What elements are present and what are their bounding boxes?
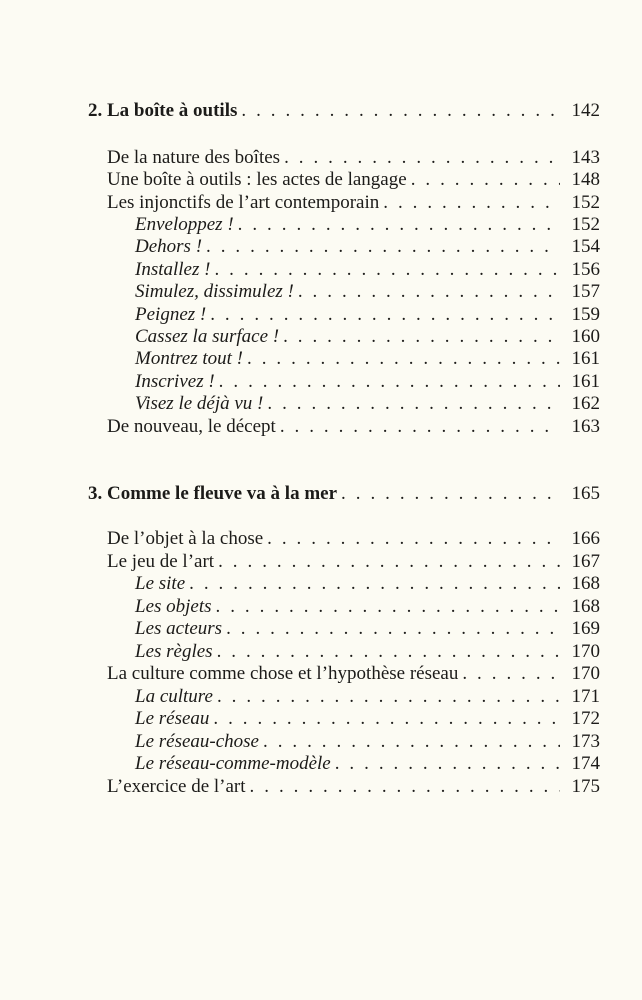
toc-subentry	[135, 730, 600, 753]
chapter-title	[88, 99, 237, 122]
toc-subentry	[135, 685, 600, 708]
subentry-title: Les objets	[135, 596, 212, 617]
subentry-title: Montrez tout !	[135, 348, 244, 369]
page-number: 163	[571, 416, 600, 437]
dot-leader	[411, 168, 560, 191]
dot-leader	[267, 527, 560, 550]
toc-subentry	[135, 235, 600, 258]
page-number: 170	[571, 641, 600, 662]
chapter-heading	[88, 99, 600, 122]
dot-leader	[263, 730, 560, 753]
toc-entry	[107, 191, 600, 214]
page-number: 143	[571, 147, 600, 168]
dot-leader	[241, 99, 560, 122]
toc-entry	[107, 550, 600, 573]
page-number: 166	[571, 528, 600, 549]
toc-subentry	[135, 258, 600, 281]
subentry-title: Les règles	[135, 641, 213, 662]
dot-leader	[189, 572, 560, 595]
page-number: 174	[571, 753, 600, 774]
page-number: 156	[571, 259, 600, 280]
dot-leader	[216, 595, 560, 618]
page-number: 142	[571, 100, 600, 121]
subentry-title: Dehors !	[135, 236, 203, 257]
page-number: 171	[571, 686, 600, 707]
subentry-title: Les acteurs	[135, 618, 223, 639]
subentry-title: Le site	[135, 573, 186, 594]
page-number: 175	[571, 776, 600, 797]
dot-leader	[280, 415, 560, 438]
page-number: 173	[571, 731, 600, 752]
toc-subentry	[135, 213, 600, 236]
dot-leader	[250, 775, 560, 798]
chapter-heading	[88, 482, 600, 505]
page-number: 152	[571, 192, 600, 213]
entry-title: De l’objet à la chose	[107, 528, 264, 549]
toc-subentry	[135, 280, 600, 303]
toc-entry	[107, 168, 600, 191]
entry-title: L’exercice de l’art	[107, 776, 246, 797]
subentry-title: Cassez la surface !	[135, 326, 280, 347]
dot-leader	[341, 482, 560, 505]
toc-subentry	[135, 347, 600, 370]
toc-subentry	[135, 572, 600, 595]
toc-subentry	[135, 370, 600, 393]
entry-title: Une boîte à outils : les actes de langage	[107, 169, 407, 190]
subentry-title: Simulez, dissimulez !	[135, 281, 294, 302]
subentry-title: Le réseau	[135, 708, 210, 729]
dot-leader	[217, 685, 560, 708]
page-number: 168	[571, 573, 600, 594]
dot-leader	[284, 146, 560, 169]
entry-title: La culture comme chose et l’hypothèse réseau	[107, 663, 459, 684]
toc-subentry	[135, 617, 600, 640]
page-number: 160	[571, 326, 600, 347]
page-number: 172	[571, 708, 600, 729]
toc-entry	[107, 415, 600, 438]
chapter-number: 3.	[88, 483, 103, 504]
toc-entry	[107, 662, 600, 685]
dot-leader	[335, 752, 560, 775]
page-number: 162	[571, 393, 600, 414]
toc-entry	[107, 527, 600, 550]
dot-leader	[298, 280, 560, 303]
page-number: 169	[571, 618, 600, 639]
dot-leader	[214, 258, 560, 281]
page-number: 168	[571, 596, 600, 617]
dot-leader	[206, 235, 560, 258]
toc-subentry	[135, 303, 600, 326]
subentry-title: Le réseau-chose	[135, 731, 259, 752]
dot-leader	[219, 370, 560, 393]
chapter-number: 2.	[88, 100, 103, 121]
entry-title: Le jeu de l’art	[107, 551, 215, 572]
dot-leader	[462, 662, 560, 685]
dot-leader	[238, 213, 560, 236]
dot-leader	[218, 550, 560, 573]
page-number: 157	[571, 281, 600, 302]
entry-title: De la nature des boîtes	[107, 147, 281, 168]
subentry-title: Le réseau-comme-modèle	[135, 753, 331, 774]
chapter-title-text: La boîte à outils	[107, 100, 238, 121]
dot-leader	[247, 347, 560, 370]
subentry-title: Peignez !	[135, 304, 207, 325]
subentry-title: Visez le déjà vu !	[135, 393, 264, 414]
chapter-title-text: Comme le fleuve va à la mer	[107, 483, 338, 504]
dot-leader	[383, 191, 560, 214]
page-number: 159	[571, 304, 600, 325]
toc-subentry	[135, 392, 600, 415]
toc-subentry	[135, 707, 600, 730]
subentry-title: Enveloppez !	[135, 214, 234, 235]
page-number: 152	[571, 214, 600, 235]
toc-entry	[107, 775, 600, 798]
entry-title: Les injonctifs de l’art contemporain	[107, 192, 380, 213]
subentry-title: Inscrivez !	[135, 371, 215, 392]
page-number: 165	[571, 483, 600, 504]
page-number: 148	[571, 169, 600, 190]
page-number: 161	[571, 371, 600, 392]
toc-subentry	[135, 640, 600, 663]
page-number: 154	[571, 236, 600, 257]
page-number: 161	[571, 348, 600, 369]
chapter-title	[88, 482, 337, 505]
dot-leader	[283, 325, 560, 348]
page-number: 170	[571, 663, 600, 684]
dot-leader	[213, 707, 560, 730]
dot-leader	[226, 617, 560, 640]
page-number: 167	[571, 551, 600, 572]
dot-leader	[217, 640, 560, 663]
entry-title: De nouveau, le décept	[107, 416, 276, 437]
dot-leader	[210, 303, 560, 326]
subentry-title: Installez !	[135, 259, 211, 280]
toc-subentry	[135, 595, 600, 618]
dot-leader	[267, 392, 560, 415]
toc-subentry	[135, 752, 600, 775]
toc-subentry	[135, 325, 600, 348]
subentry-title: La culture	[135, 686, 213, 707]
toc-entry	[107, 146, 600, 169]
